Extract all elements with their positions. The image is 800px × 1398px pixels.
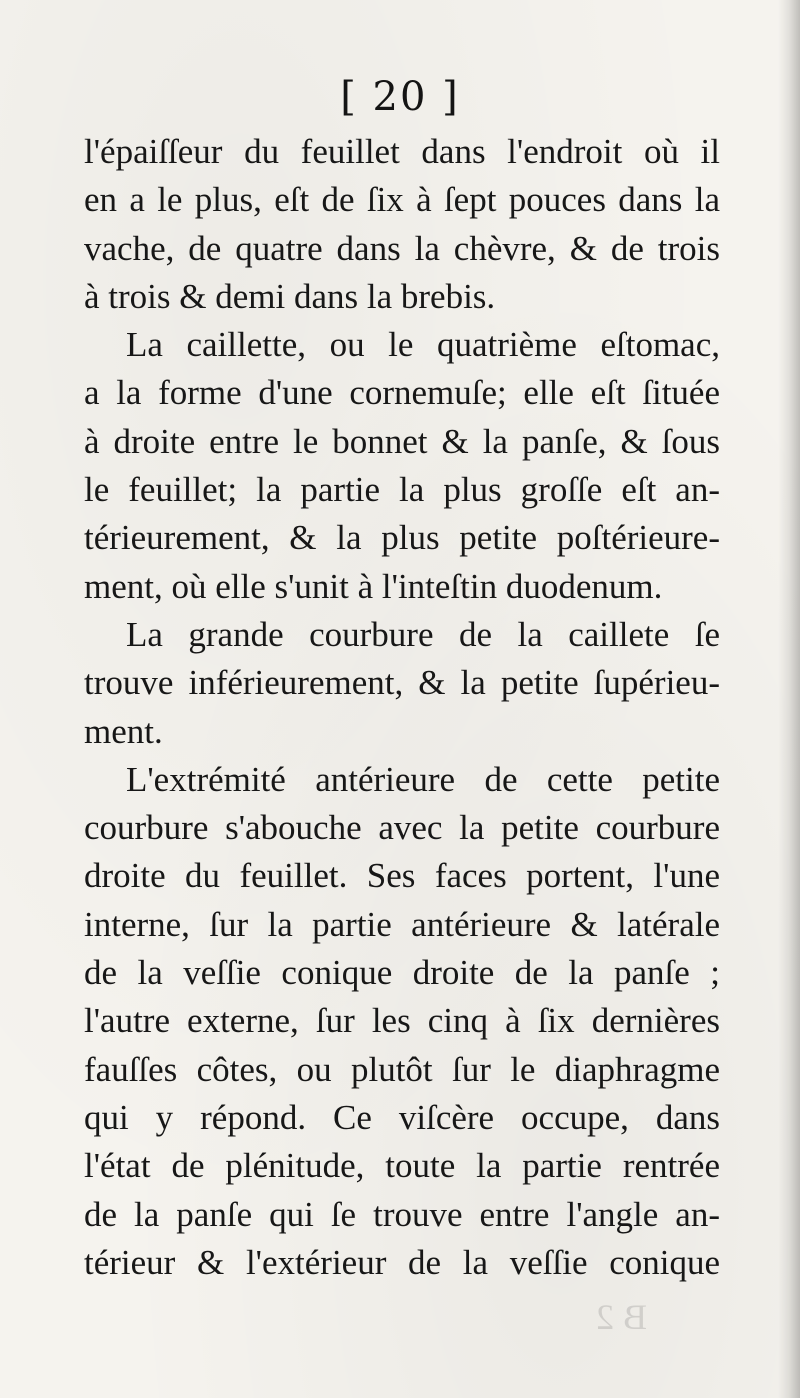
text-line: térieur & l'extérieur de la veſſie conique [84,1242,720,1282]
text-line: ment, où elle s'unit à l'inteſtin duodenum. [84,566,663,606]
text-line: à droite entre le bonnet & la panſe, & ſous [84,421,720,461]
text-line: de la veſſie conique droite de la panſe ; [84,953,720,993]
text-line: droite du feuillet. Ses faces portent, l'une [84,856,720,896]
text-line: vache, de quatre dans la chèvre, & de trois [84,228,720,268]
text-line: de la panſe qui ſe trouve entre l'angle an- [84,1194,720,1234]
text-line: térieurement, & la plus petite poſtérieure- [84,518,720,558]
text-line: l'épaiſſeur du feuillet dans l'endroit où il [84,132,720,171]
text-line: ment. [84,711,163,751]
text-line: à trois & demi dans la brebis. [84,276,496,316]
bleed-through-signature: B 2 [596,1297,648,1337]
text-line: a la forme d'une cornemuſe; elle eſt ſituée [84,373,720,413]
text-line: qui y répond. Ce viſcère occupe, dans [84,1097,720,1137]
text-line: L'extrémité antérieure de cette petite [126,759,720,799]
text-line: La grande courbure de la caillete ſe [126,614,720,654]
text-line: fauſſes côtes, ou plutôt ſur le diaphragme [84,1049,720,1089]
text-line: courbure s'abouche avec la petite courbure [84,808,720,848]
page-number: [ 20 ] [340,74,460,120]
text-line: l'état de plénitude, toute la partie rentrée [84,1146,720,1186]
text-line: trouve inférieurement, & la petite ſupérieu- [84,663,720,703]
text-line: l'autre externe, ſur les cinq à ſix dernières [84,1001,720,1041]
page-edge-shadow [778,0,800,1398]
text-line: La caillette, ou le quatrième eſtomac, [126,325,720,365]
text-line: le feuillet; la partie la plus groſſe eſt an- [84,470,720,510]
text-line: interne, ſur la partie antérieure & latérale [84,904,720,944]
text-line: en a le plus, eſt de ſix à ſept pouces dans la [84,180,720,220]
body-text [84,128,720,1287]
